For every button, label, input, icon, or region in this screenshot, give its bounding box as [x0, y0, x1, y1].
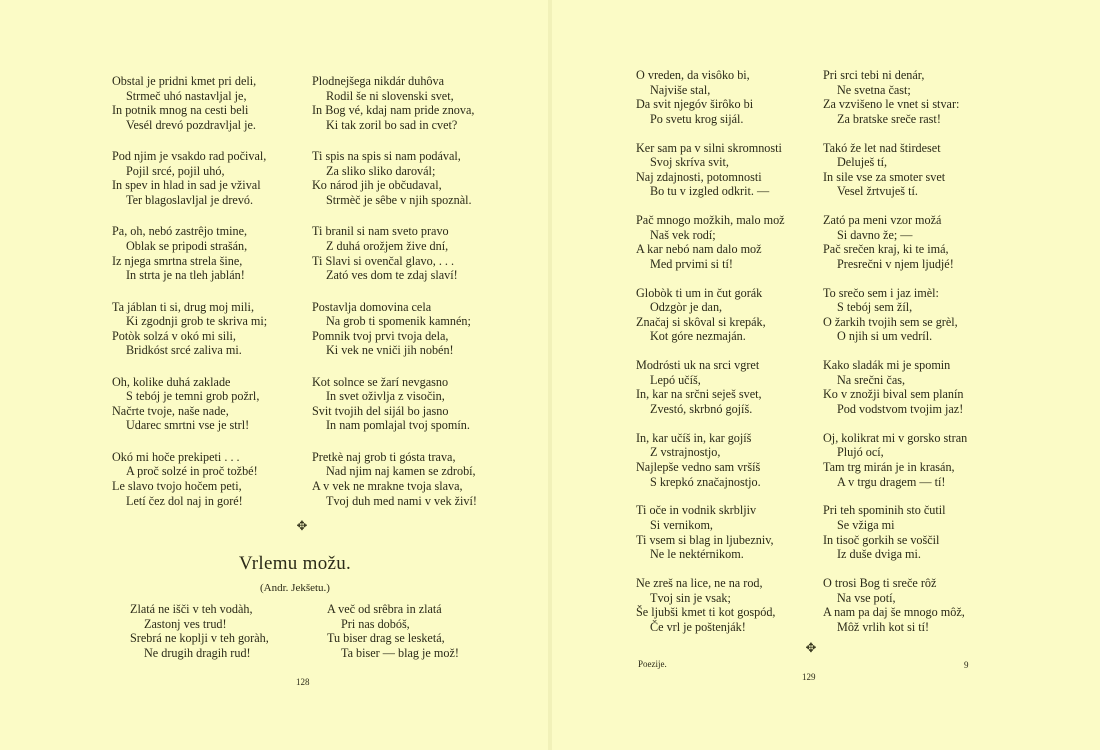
verse-line: Strmèč je sêbe v njih spoznàl.	[326, 192, 472, 207]
verse-line: Ti spis na spis si nam podával,	[312, 149, 461, 164]
verse-line: Najviše stal,	[650, 82, 711, 97]
stanza	[636, 431, 826, 489]
verse-line: In strta je na tleh jablán!	[126, 268, 245, 283]
verse-line: Tu biser drag se lesketá,	[327, 631, 445, 646]
verse-line: Pomnik tvoj prvi tvoja dela,	[312, 328, 449, 343]
ornament-icon: ✥	[805, 641, 817, 656]
verse-line: Tvoj duh med nami v vek živí!	[326, 493, 477, 508]
verse-line: Bo tu v izgled odkrit. —	[650, 184, 770, 199]
verse-line: Strmeč uhó nastavljal je,	[126, 88, 247, 103]
stanza	[823, 213, 1023, 271]
verse-line: Ne svetna čast;	[837, 82, 911, 97]
verse-line: Za bratske sreče rast!	[837, 111, 941, 126]
right-page	[552, 0, 1100, 750]
stanza	[636, 141, 826, 199]
verse-line: Ti Slavi si ovenčal glavo, . . .	[312, 253, 455, 268]
verse-line: A nam pa daj še mnogo môž,	[823, 605, 965, 620]
verse-line: Naš vek rodí;	[650, 227, 716, 242]
verse-line: Ti vsem si blag in ljubezniv,	[636, 532, 774, 547]
stanza	[636, 576, 826, 634]
verse-line: Ki zgodnji grob te skriva mi;	[126, 314, 268, 329]
verse-line: Načrte tvoje, naše nade,	[112, 403, 229, 418]
verse-line: Ko v znožji bival sem planín	[823, 387, 964, 402]
verse-line: Si davno že; —	[837, 227, 913, 242]
verse-line: Svoj skríva svit,	[650, 155, 729, 170]
left-page-column-2	[312, 74, 502, 508]
verse-line: Med prvimi si tí!	[650, 256, 733, 271]
verse-line: Ta jáblan ti si, drug moj mili,	[112, 299, 254, 314]
verse-line: Ti branil si nam sveto pravo	[312, 224, 449, 239]
verse-line: Zató ves dom te zdaj slaví!	[326, 268, 458, 283]
verse-line: Se vžiga mi	[837, 517, 895, 532]
verse-line: O njih si um vedríl.	[837, 329, 933, 344]
verse-line: Globòk ti um in čut gorák	[636, 285, 763, 300]
verse-line: Presrečni v njem ljudjé!	[837, 256, 954, 271]
stanza	[636, 213, 826, 271]
verse-line: Ki tak zoril bo sad in cvet?	[326, 117, 458, 132]
verse-line: Ne drugih dragih rud!	[144, 645, 251, 660]
stanza	[312, 224, 502, 282]
verse-line: Letí čez dol naj in goré!	[126, 493, 243, 508]
verse-line: Zvestó, skrbnó gojíš.	[650, 402, 753, 417]
verse-line: Ti oče in vodnik skrbljiv	[636, 503, 757, 518]
verse-line: Če vrl je poštenják!	[650, 619, 746, 634]
verse-line: Ne le nektérnikom.	[650, 547, 744, 562]
verse-line: O vreden, da visôko bi,	[636, 68, 750, 82]
verse-line: Kot góre nezmaján.	[650, 329, 746, 344]
verse-line: A v vek ne mrakne tvoja slava,	[312, 479, 463, 494]
verse-line: Pa, oh, nebó zastrêjo tmine,	[112, 224, 248, 239]
verse-line: Svit tvojih del sijál bo jasno	[312, 403, 449, 418]
stanza	[312, 450, 502, 508]
poem2-column-1	[130, 602, 315, 660]
stanza	[327, 602, 517, 660]
left-page-column-1	[112, 74, 297, 508]
stanza	[312, 375, 502, 433]
verse-line: S tebój sem žíl,	[837, 300, 913, 315]
verse-line: Rodil še ni slovenski svet,	[326, 88, 454, 103]
verse-line: Pri srci tebi ni denár,	[823, 68, 925, 82]
stanza	[112, 300, 297, 358]
stanza	[636, 68, 826, 126]
verse-line: O trosi Bog ti sreče rôž	[823, 575, 937, 590]
stanza	[112, 224, 297, 282]
verse-line: Kot solnce se žarí nevgasno	[312, 374, 449, 389]
stanza	[823, 576, 1023, 634]
verse-line: Da svit njegóv širôko bi	[636, 97, 754, 112]
verse-line: Modrósti uk na srci vgret	[636, 358, 760, 373]
verse-line: Takó že let nad štirdeset	[823, 140, 941, 155]
verse-line: Po svetu krog sijál.	[650, 111, 744, 126]
page-number: 129	[802, 672, 816, 682]
verse-line: In, kar na srčni seješ svet,	[636, 387, 762, 402]
verse-line: A več od srêbra in zlatá	[327, 602, 442, 616]
verse-line: O žarkih tvojih sem se grèl,	[823, 314, 958, 329]
verse-line: Tam trg mirán je in krasán,	[823, 460, 955, 474]
verse-line: Za vzvišeno le vnet si stvar:	[823, 97, 960, 112]
verse-line: Najlepše vedno sam vršíš	[636, 460, 761, 474]
stanza	[823, 503, 1023, 561]
footer-signature: Poezije.	[638, 659, 667, 669]
verse-line: Pri teh spominih sto čutil	[823, 503, 946, 518]
verse-line: Značaj si skôval si krepák,	[636, 314, 766, 329]
verse-line: Le slavo tvojo hočem peti,	[112, 479, 242, 494]
verse-line: Zastonj ves trud!	[144, 616, 227, 631]
verse-line: Oj, kolikrat mi v gorsko stran	[823, 430, 968, 445]
verse-line: Ker sam pa v silni skromnosti	[636, 140, 782, 155]
verse-line: Plodnejšega nikdár duhôva	[312, 74, 445, 88]
stanza	[823, 286, 1023, 344]
verse-line: In, kar učíš in, kar gojíš	[636, 430, 752, 445]
verse-line: In sile vse za smoter svet	[823, 169, 946, 184]
stanza	[636, 358, 826, 416]
verse-line: Naj zdajnosti, potomnosti	[636, 169, 762, 184]
verse-line: Z vstrajnostjo,	[650, 445, 721, 460]
verse-line: Ter blagoslavljal je drevó.	[126, 192, 254, 207]
page-number: 128	[296, 677, 310, 687]
verse-line: Odzgòr je dan,	[650, 300, 723, 315]
verse-line: Vesél drevó pozdravljal je.	[126, 117, 256, 132]
verse-line: Nad njim naj kamen se zdrobí,	[326, 464, 476, 479]
verse-line: Z duhá orožjem žive dní,	[326, 238, 449, 253]
verse-line: In svet oživlja z visočin,	[326, 389, 445, 404]
stanza	[312, 74, 502, 132]
stanza	[112, 74, 297, 132]
verse-line: Tvoj sin je vsak;	[650, 590, 731, 605]
verse-line: Pač mnogo možkih, malo mož	[636, 213, 785, 228]
stanza	[823, 68, 1023, 126]
verse-line: Pojil srcé, pojil uhó,	[126, 163, 225, 178]
verse-line: Pretkè naj grob ti gósta trava,	[312, 449, 456, 464]
poem-title: Vrlemu možu.	[238, 553, 352, 574]
verse-line: To srečo sem i jaz imèl:	[823, 285, 939, 300]
verse-line: In spev in hlad in sad je vžival	[112, 178, 261, 193]
verse-line: Na srečni čas,	[837, 372, 906, 387]
left-page	[0, 0, 548, 750]
verse-line: Pri nas dobóš,	[341, 616, 410, 631]
stanza	[636, 286, 826, 344]
verse-line: A v trgu dragem — tí!	[837, 474, 946, 489]
verse-line: Udarec smrtni vse je strl!	[126, 418, 250, 433]
sheet-number: 9	[964, 660, 969, 670]
verse-line: S krepkó značajnostjo.	[650, 474, 761, 489]
ornament-icon: ✥	[296, 519, 308, 534]
stanza	[312, 300, 502, 358]
verse-line: Potòk solzá v okó mi sili,	[112, 328, 236, 343]
stanza	[112, 375, 297, 433]
verse-line: Si vernikom,	[650, 517, 713, 532]
verse-line: Za sliko sliko darovál;	[326, 163, 436, 178]
poem-dedication: (Andr. Jekšetu.)	[260, 582, 330, 594]
verse-line: Vesel žrtvuješ tí.	[837, 184, 918, 199]
verse-line: Iz njega smrtna strela šine,	[112, 253, 243, 268]
verse-line: Deluješ tí,	[837, 155, 888, 170]
stanza	[112, 450, 297, 508]
right-page-column-2	[823, 68, 1023, 634]
stanza	[130, 602, 315, 660]
verse-line: In potnik mnog na cesti beli	[112, 103, 249, 118]
verse-line: Oblak se pripodi strašán,	[126, 238, 248, 253]
verse-line: Plujó ocí,	[837, 445, 884, 460]
verse-line: Na vse potí,	[837, 590, 896, 605]
verse-line: S tebój je temni grob požrl,	[126, 389, 260, 404]
verse-line: Še ljubši kmet ti kot gospód,	[636, 605, 776, 620]
verse-line: Okó mi hoče prekipeti . . .	[112, 449, 240, 464]
verse-line: In nam pomlajal tvoj spomín.	[326, 418, 470, 433]
stanza	[112, 149, 297, 207]
verse-line: Môž vrlih kot si tí!	[837, 619, 930, 634]
verse-line: Oh, kolike duhá zaklade	[112, 374, 231, 389]
verse-line: Srebrá ne koplji v teh goràh,	[130, 631, 269, 646]
stanza	[312, 149, 502, 207]
verse-line: Bridkóst srcé zaliva mi.	[126, 343, 242, 358]
verse-line: A proč solzé in proč tožbé!	[126, 464, 258, 479]
verse-line: Pod vodstvom tvojim jaz!	[837, 402, 964, 417]
stanza	[823, 431, 1023, 489]
verse-line: Ta biser — blag je mož!	[341, 645, 459, 660]
verse-line: Zlatá ne išči v teh vodàh,	[130, 602, 253, 616]
right-page-column-1	[636, 68, 826, 634]
verse-line: In tisoč gorkih se voščil	[823, 532, 940, 547]
verse-line: Ko národ jih je občudaval,	[312, 178, 442, 193]
verse-line: Ne zreš na lice, ne na rod,	[636, 575, 763, 590]
verse-line: Pač srečen kraj, ki te imá,	[823, 242, 949, 257]
verse-line: Pod njim je vsakdo rad počival,	[112, 149, 267, 164]
verse-line: A kar nebó nam dalo mož	[636, 242, 762, 257]
verse-line: Iz duše dviga mi.	[837, 547, 921, 562]
verse-line: Na grob ti spomenik kamnén;	[326, 314, 471, 329]
poem2-column-2	[327, 602, 517, 660]
verse-line: Zató pa meni vzor možá	[823, 213, 942, 228]
stanza	[823, 141, 1023, 199]
stanza	[823, 358, 1023, 416]
verse-line: Postavlja domovina cela	[312, 299, 432, 314]
verse-line: Kako sladák mi je spomin	[823, 358, 951, 373]
verse-line: In Bog vé, kdaj nam pride znova,	[312, 103, 475, 118]
verse-line: Obstal je pridni kmet pri deli,	[112, 74, 257, 88]
stanza	[636, 503, 826, 561]
verse-line: Ki vek ne vniči jih nobén!	[326, 343, 454, 358]
verse-line: Lepó učíš,	[650, 372, 701, 387]
